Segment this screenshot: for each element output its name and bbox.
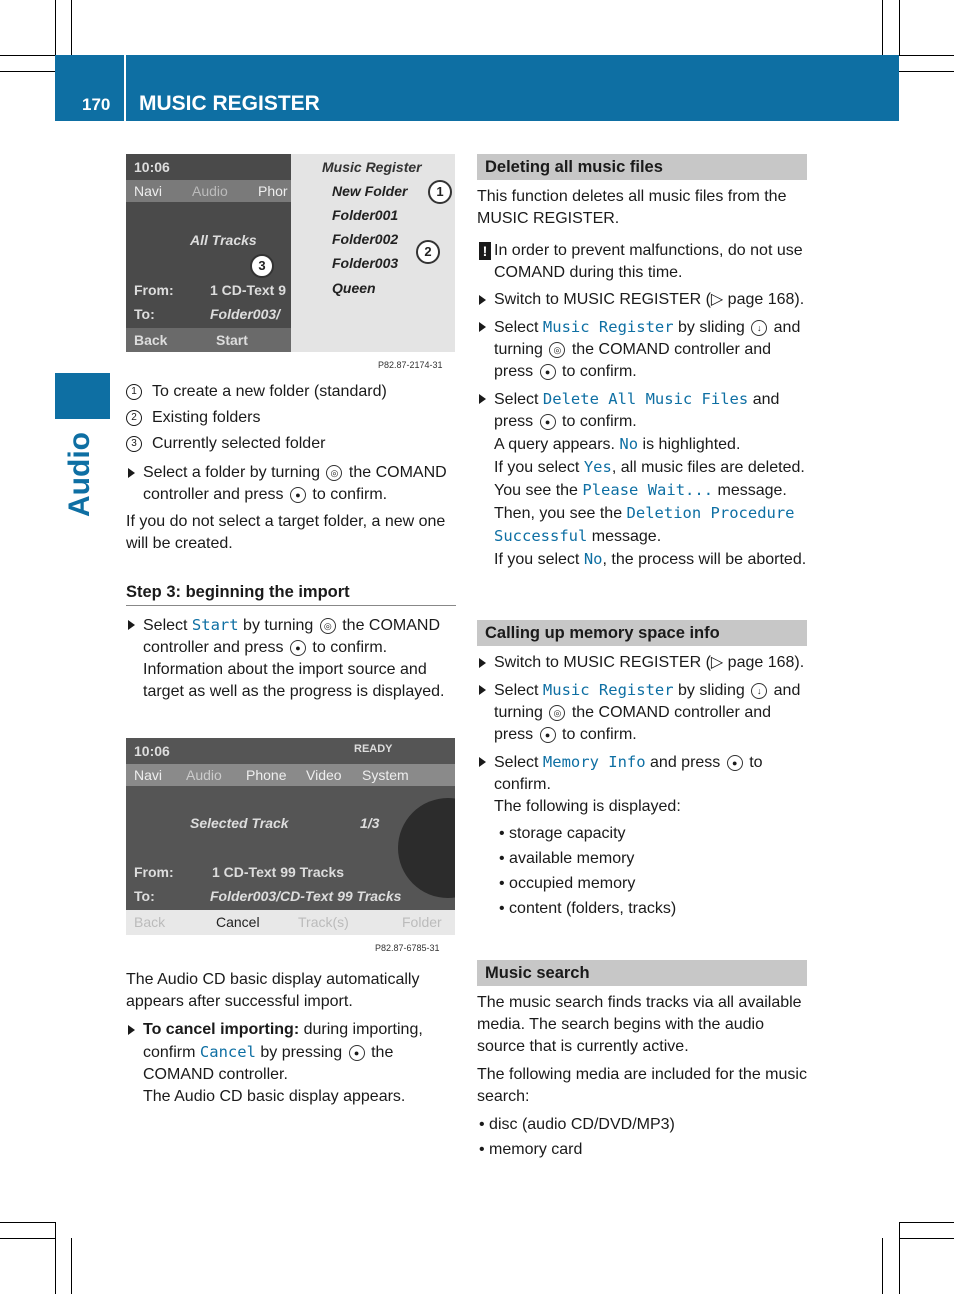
display-text: No [583, 550, 603, 568]
list-item: • storage capacity [499, 825, 626, 842]
image-code: P82.87-6785-31 [375, 943, 440, 953]
instruction-step: Select Delete All Music Files and press ● to confirm. A query appears. No is highlighted. If you select Yes, all music files are deleted. You see the Please Wait... message. Then, you see the Deletion Procedure Successful message. If you select No, the process will be aborted. [477, 388, 807, 571]
screen-count: 1/3 [360, 815, 380, 831]
screen-nav-item: System [362, 767, 409, 783]
display-text: Music Register [542, 681, 674, 699]
legend-number: 3 [126, 436, 142, 452]
screen-list-title: Music Register [322, 159, 422, 175]
display-text: No [619, 435, 639, 453]
controller-press-icon: ● [290, 487, 306, 503]
crop-mark [0, 71, 55, 72]
crop-mark [882, 1238, 883, 1294]
instruction-step: Select Memory Info and press ● to confirm. The following is displayed: [477, 751, 807, 818]
legend-item [126, 433, 456, 455]
screen-from-label: From: [134, 864, 174, 880]
list-item: • occupied memory [499, 875, 636, 892]
screen-all-tracks: All Tracks [190, 232, 257, 248]
crop-mark [882, 0, 883, 55]
controller-slide-icon: ↓ [751, 320, 767, 336]
image-code: P82.87-2174-31 [378, 360, 443, 370]
controller-slide-icon: ↓ [751, 683, 767, 699]
screen-button: Back [134, 914, 166, 930]
instruction-step: Select Start by turning ◎ the COMAND controller and press ● to confirm. Information about the import source and target as well as the progress is displayed. [126, 614, 456, 703]
crop-mark [0, 55, 55, 56]
side-tab [55, 373, 110, 419]
arrow-icon [479, 295, 486, 305]
callout-3: 3 [250, 254, 274, 278]
legend-item [126, 381, 456, 403]
callout-1: 1 [428, 180, 452, 204]
instruction-step: Select a folder by turning ◎ the COMAND controller and press ● to confirm. [126, 462, 456, 506]
screen-nav-item: Audio [186, 767, 222, 783]
screen-button: Folder [402, 914, 442, 930]
paragraph: The following media are included for the music search: [477, 1066, 807, 1105]
screen-nav-item: Navi [134, 183, 163, 199]
legend-number: 2 [126, 410, 142, 426]
callout-2: 2 [416, 240, 440, 264]
crop-mark [899, 1222, 900, 1294]
legend-number: 1 [126, 384, 142, 400]
page-number: 170 [82, 95, 111, 114]
search-heading: Music search [477, 960, 807, 986]
display-text: Deletion Procedure [626, 504, 795, 522]
section-title: MUSIC REGISTER [139, 92, 320, 115]
screen-time: 10:06 [134, 743, 170, 759]
left-column-lower [126, 969, 456, 1113]
crop-mark [55, 1222, 56, 1294]
arrow-icon [479, 685, 486, 695]
screen-folder: Folder001 [332, 207, 399, 223]
instruction-step: Switch to MUSIC REGISTER (▷ page 168). [477, 652, 807, 674]
right-column-search [477, 960, 807, 1164]
screen-ready: READY [354, 743, 393, 755]
crop-mark [899, 55, 954, 56]
controller-press-icon: ● [727, 755, 743, 771]
memory-heading: Calling up memory space info [477, 620, 807, 646]
screen-from-label: From: [134, 282, 174, 298]
list-item: • memory card [479, 1141, 583, 1158]
display-text: Successful [494, 527, 588, 545]
screen-time: 10:06 [134, 159, 170, 175]
display-text: Yes [583, 458, 612, 476]
left-column [126, 381, 456, 708]
paragraph: This function deletes all music files from the MUSIC REGISTER. [477, 188, 787, 227]
deleting-heading: Deleting all music files [477, 154, 807, 180]
controller-press-icon: ● [540, 414, 556, 430]
crop-mark [899, 71, 954, 72]
arrow-icon [479, 394, 486, 404]
screen-folder: Folder002 [332, 231, 399, 247]
display-text: Music Register [542, 318, 674, 336]
right-column-memory [477, 620, 807, 923]
crop-mark [0, 1238, 55, 1239]
screen-nav-item: Phor [258, 183, 288, 199]
screen-selected-track: Selected Track [190, 815, 289, 831]
legend-text: To create a new folder (standard) [152, 383, 387, 400]
screen-to-label: To: [134, 888, 155, 904]
screen-from-value: 1 CD-Text 99 Tracks [212, 864, 345, 880]
display-text: Memory Info [542, 753, 646, 771]
arrow-icon [479, 322, 486, 332]
controller-turn-icon: ◎ [326, 465, 342, 481]
arrow-icon [128, 468, 135, 478]
screen-nav-item: Navi [134, 767, 163, 783]
screen-start: Start [216, 332, 248, 348]
paragraph: The music search finds tracks via all available media. The search begins with the audio source that is currently active. [477, 994, 802, 1055]
crop-mark [899, 0, 900, 55]
screen-back: Back [134, 332, 168, 348]
screen-button: Cancel [216, 914, 260, 930]
screen-folder: Queen [332, 280, 376, 296]
controller-turn-icon: ◎ [320, 618, 336, 634]
list-item: • available memory [499, 850, 635, 867]
side-tab-label: Audio [63, 432, 96, 517]
crop-mark [0, 1222, 55, 1223]
controller-press-icon: ● [290, 640, 306, 656]
instruction-step: To cancel importing: during importing, confirm Cancel by pressing ● the COMAND controller. The Audio CD basic display appears. [126, 1019, 456, 1108]
crop-mark [71, 0, 72, 55]
paragraph: The Audio CD basic display automatically appears after successful import. [126, 971, 420, 1010]
controller-turn-icon: ◎ [549, 342, 565, 358]
screen-nav-item: Video [306, 767, 342, 783]
legend-item [126, 407, 456, 429]
screenshot-music-register [126, 154, 455, 352]
display-text: Please Wait... [582, 481, 714, 499]
instruction-step: Switch to MUSIC REGISTER (▷ page 168). [477, 289, 807, 311]
display-text: Cancel [199, 1043, 256, 1061]
instruction-step: Select Music Register by sliding ↓ and turning ◎ the COMAND controller and press ● to confirm. [477, 316, 807, 383]
arrow-icon [128, 1025, 135, 1035]
list-item: • disc (audio CD/DVD/MP3) [479, 1116, 675, 1133]
instruction-step: Select Music Register by sliding ↓ and turning ◎ the COMAND controller and press ● to confirm. [477, 679, 807, 746]
screen-folder: Folder003 [332, 255, 399, 271]
screen-to-value: Folder003/ [210, 306, 281, 322]
screen-button: Track(s) [298, 914, 349, 930]
controller-turn-icon: ◎ [549, 705, 565, 721]
right-column [477, 154, 807, 576]
crop-mark [899, 1238, 954, 1239]
arrow-icon [128, 620, 135, 630]
note: If you do not select a target folder, a new one will be created. [126, 513, 446, 552]
header-divider [124, 55, 126, 121]
screen-to-value: Folder003/CD-Text 99 Tracks [210, 888, 402, 904]
display-text: Delete All Music Files [542, 390, 749, 408]
controller-press-icon: ● [540, 727, 556, 743]
display-text: Start [191, 616, 239, 634]
controller-press-icon: ● [540, 364, 556, 380]
warning-icon: ! [479, 242, 491, 260]
crop-mark [55, 0, 56, 55]
controller-press-icon: ● [349, 1045, 365, 1061]
step3-heading: Step 3: beginning the import [126, 581, 456, 606]
legend-text: Currently selected folder [152, 435, 326, 452]
screen-nav-item: Audio [192, 183, 228, 199]
screen-folder: New Folder [332, 183, 408, 199]
arrow-icon [479, 757, 486, 767]
crop-mark [71, 1238, 72, 1294]
screen-from-value: 1 CD-Text 9 [210, 282, 286, 298]
crop-mark [899, 1222, 954, 1223]
screenshot-import-progress [126, 738, 455, 935]
warning: ! In order to prevent malfunctions, do not use COMAND during this time. [477, 240, 807, 284]
screen-nav-item: Phone [246, 767, 287, 783]
arrow-icon [479, 658, 486, 668]
screen-to-label: To: [134, 306, 155, 322]
list-item: • content (folders, tracks) [499, 900, 677, 917]
legend-text: Existing folders [152, 409, 261, 426]
